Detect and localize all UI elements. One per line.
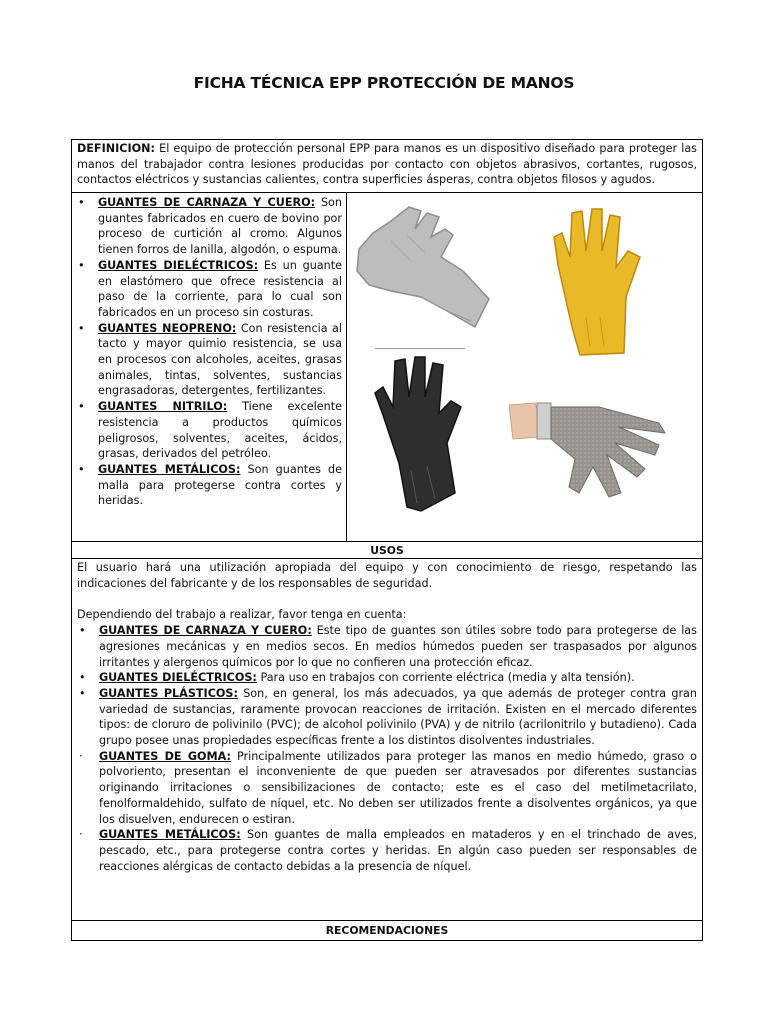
glove-types-list: [76, 195, 342, 509]
glove-type-name: GUANTES NEOPRENO:: [98, 321, 237, 335]
definition-text: El equipo de protección personal EPP para manos es un dispositivo diseñado para proteger las manos del trabajador contra lesiones producidas por contacto con objetos abrasivos, cortantes, rugosos, contactos eléctricos y sustancias calientes, contra superficies ásperas, contra objetos filosos y agudos.: [77, 142, 697, 187]
recomendaciones-header: RECOMENDACIONES: [325, 924, 449, 937]
glove-images-cell: [347, 193, 702, 541]
glove-type-name: GUANTES DIELÉCTRICOS:: [98, 258, 259, 272]
list-item: • GUANTES NEOPRENO: Con resistencia al tacto y mayor quimio resistencia, se usa en procesos con alcoholes, aceites, grasas animales, tintas, solventes, sustancias engrasadoras, detergentes, fertilizantes.: [78, 321, 342, 398]
glove-type-name: GUANTES DE CARNAZA Y CUERO:: [98, 196, 316, 209]
usos-cell: [72, 559, 702, 921]
definition-cell: [72, 140, 702, 193]
list-item: · GUANTES METÁLICOS: Son guantes de malla empleados en mataderos y en el trinchado de aves, pescado, etc., para protegerse contra cortes y heridas. En algún caso pueden ser responsables de reacciones alérgicas de contacto debidas a la presencia de níquel.: [79, 828, 697, 873]
list-item: • GUANTES DE CARNAZA Y CUERO: Son guantes fabricados en cuero de bovino por proceso de curtición al cromo. Algunos tienen forros de lanilla, algodón, o espuma.: [78, 196, 342, 257]
metal-mesh-glove-image: [509, 397, 669, 509]
list-item: · GUANTES DE GOMA: Principalmente utilizados para proteger las manos en medio húmedo, graso o polvoriento, presentan el inconveniente de que pueden ser atravesados por diferentes sustancias originando irritaciones o sensibilizaciones de contacto; este es el caso del metilmetacrilato, fenolformaldehido, sulfato de níquel, etc. No deben ser utilizados frente a disolventes orgánicos, ya que los disuelven, endurecen o estiran.: [79, 749, 697, 826]
glove-type-name: GUANTES DIELÉCTRICOS:: [99, 671, 257, 685]
glove-type-name: GUANTES PLÁSTICOS:: [99, 686, 238, 700]
glove-type-name: GUANTES DE CARNAZA Y CUERO:: [99, 624, 312, 638]
neoprene-glove-image: [371, 353, 467, 513]
usos-intro: El usuario hará una utilización apropiada del equipo y con conocimiento de riesgo, respetando las indicaciones del fabricante y de los responsables de seguridad.: [77, 561, 697, 590]
glove-type-name: GUANTES DE GOMA:: [99, 749, 231, 763]
list-item: • GUANTES NITRILO: Tiene excelente resistencia a productos químicos peligrosos, solventes, aceites, ácidos, grasas, derivados del petróleo.: [78, 400, 342, 461]
glove-type-name: GUANTES METÁLICOS:: [99, 828, 241, 842]
types-row: [72, 193, 702, 542]
glove-type-name: GUANTES NITRILO:: [98, 400, 228, 414]
usos-header: USOS: [72, 542, 702, 559]
usos-lead: Dependiendo del trabajo a realizar, favor tenga en cuenta:: [77, 608, 407, 622]
dielectric-glove-image: [550, 207, 646, 357]
list-item: • GUANTES DE CARNAZA Y CUERO: Este tipo de guantes son útiles sobre todo para protegerse de las agresiones mecánicas y en medios secos. En medios húmedos pueden ser traspasados por algunos irritantes y alergenos químicos por lo que no confieren una protección eficaz.: [79, 624, 697, 669]
image-divider: [375, 348, 465, 349]
page-title: FICHA TÉCNICA EPP PROTECCIÓN DE MANOS: [193, 74, 575, 92]
usos-list: [77, 623, 697, 874]
list-item: • GUANTES DIELÉCTRICOS: Para uso en trabajos con corriente eléctrica (media y alta tensión).: [79, 671, 635, 685]
list-item: • GUANTES DIELÉCTRICOS: Es un guante en elastómero que ofrece resistencia al paso de la corriente, para lo cual son fabricados en un proceso sin costuras.: [78, 258, 342, 319]
list-item: • GUANTES PLÁSTICOS: Son, en general, los más adecuados, ya que además de proteger contra gran variedad de sustancias, raramente provocan reacciones de irritación. Existen en el mercado diferentes tipos: de cloruro de polivinilo (PVC); de alcohol polivinilo (PVA) y de nitrilo (acrilonitrilo y butadieno). Cada grupo posee unas propiedades específicas frente a los distintos disolventes industriales.: [79, 686, 697, 748]
definition-label: DEFINICION:: [77, 142, 155, 155]
epp-table: [71, 139, 703, 941]
glove-type-name: GUANTES METÁLICOS:: [98, 462, 241, 476]
list-item: • GUANTES METÁLICOS: Son guantes de malla para protegerse contra cortes y heridas.: [78, 462, 342, 508]
glove-types-cell: [72, 193, 347, 541]
leather-glove-image: [351, 201, 491, 329]
